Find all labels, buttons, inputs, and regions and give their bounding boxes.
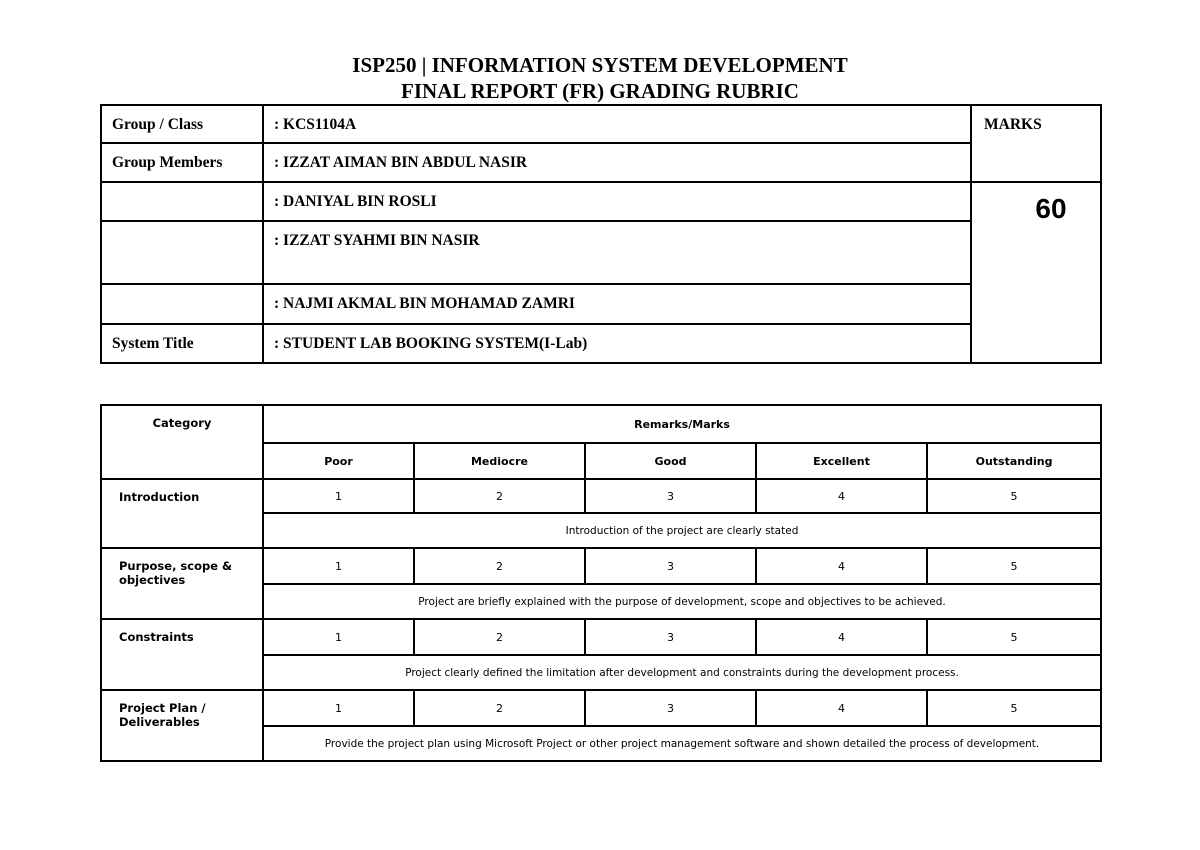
category-project-plan-deliverables: Project Plan / Deliverables <box>101 690 263 761</box>
score-cell: 1 <box>263 690 414 726</box>
score-cell: 5 <box>927 548 1101 584</box>
level-good: Good <box>585 443 756 479</box>
criteria-description: Introduction of the project are clearly stated <box>263 513 1101 548</box>
score-cell: 2 <box>414 619 585 655</box>
level-mediocre: Mediocre <box>414 443 585 479</box>
member-3: : IZZAT SYAHMI BIN NASIR <box>263 221 971 284</box>
member-4: : NAJMI AKMAL BIN MOHAMAD ZAMRI <box>263 284 971 324</box>
score-cell: 1 <box>263 479 414 513</box>
score-cell: 5 <box>927 690 1101 726</box>
level-poor: Poor <box>263 443 414 479</box>
criteria-description: Provide the project plan using Microsoft Project or other project management software and shown detailed the process of development. <box>263 726 1101 761</box>
score-cell: 5 <box>927 619 1101 655</box>
score-cell: 2 <box>414 479 585 513</box>
group-info-table <box>100 104 1102 364</box>
score-cell: 2 <box>414 690 585 726</box>
blank-label-cell <box>101 284 263 324</box>
grading-rubric-table <box>100 404 1102 762</box>
system-title-label: System Title <box>101 324 263 363</box>
score-cell: 2 <box>414 548 585 584</box>
document-subtitle: FINAL REPORT (FR) GRADING RUBRIC <box>401 79 799 103</box>
group-members-label: Group Members <box>101 143 263 182</box>
blank-label-cell <box>101 221 263 284</box>
category-header: Category <box>101 405 263 479</box>
member-2: : DANIYAL BIN ROSLI <box>263 182 971 221</box>
blank-label-cell <box>101 182 263 221</box>
score-cell: 3 <box>585 619 756 655</box>
marks-label: MARKS <box>971 105 1101 182</box>
remarks-header: Remarks/Marks <box>263 405 1101 443</box>
score-cell: 4 <box>756 619 927 655</box>
document-title: ISP250 | INFORMATION SYSTEM DEVELOPMENT <box>352 53 848 77</box>
criteria-description: Project clearly defined the limitation after development and constraints during the development process. <box>263 655 1101 690</box>
score-cell: 4 <box>756 479 927 513</box>
category-introduction: Introduction <box>101 479 263 548</box>
member-1: : IZZAT AIMAN BIN ABDUL NASIR <box>263 143 971 182</box>
score-cell: 3 <box>585 548 756 584</box>
score-cell: 5 <box>927 479 1101 513</box>
score-cell: 1 <box>263 548 414 584</box>
level-excellent: Excellent <box>756 443 927 479</box>
score-cell: 4 <box>756 690 927 726</box>
group-class-value: : KCS1104A <box>263 105 971 143</box>
criteria-description: Project are briefly explained with the purpose of development, scope and objectives to be achieved. <box>263 584 1101 619</box>
score-cell: 3 <box>585 690 756 726</box>
system-title-value: : STUDENT LAB BOOKING SYSTEM(I-Lab) <box>263 324 971 363</box>
category-constraints: Constraints <box>101 619 263 690</box>
level-outstanding: Outstanding <box>927 443 1101 479</box>
group-class-label: Group / Class <box>101 105 263 143</box>
marks-value: 60 <box>1035 193 1067 224</box>
score-cell: 4 <box>756 548 927 584</box>
score-cell: 1 <box>263 619 414 655</box>
category-purpose-scope-objectives: Purpose, scope & objectives <box>101 548 263 619</box>
score-cell: 3 <box>585 479 756 513</box>
marks-value-cell <box>971 182 1101 363</box>
